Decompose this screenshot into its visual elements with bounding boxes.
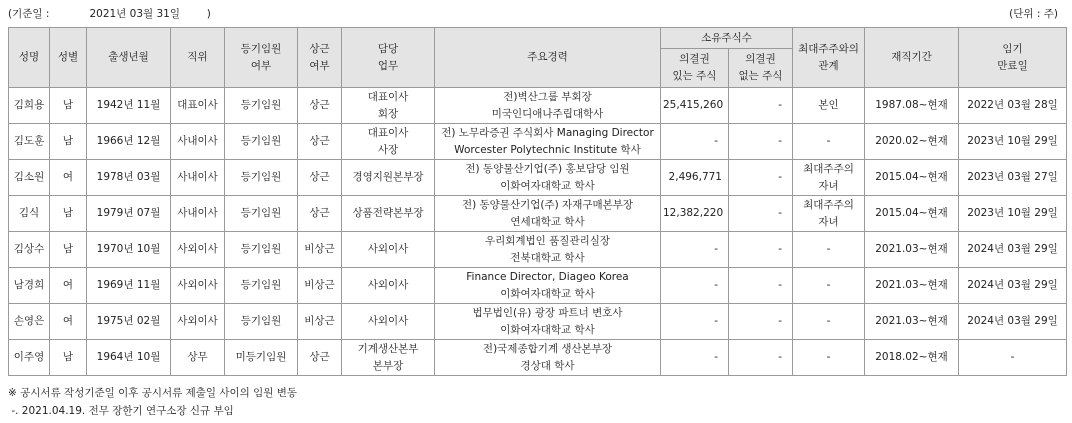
cell-birth: 1964년 10월: [87, 340, 171, 376]
table-row: [9, 196, 1067, 232]
cell-gender: 남: [50, 196, 87, 232]
col-name-header: 성명: [9, 28, 50, 88]
cell-duty: 경영지원본부장: [342, 160, 435, 196]
col-term-end-header: 임기 만료일: [959, 28, 1067, 88]
cell-voting-shares: -: [661, 268, 729, 304]
notes: [8, 384, 297, 420]
cell-career: 전) 동양물산기업(주) 자재구매본부장 연세대학교 학사: [435, 196, 661, 232]
cell-gender: 여: [50, 268, 87, 304]
base-date: (기준일 : 2021년 03월 31일 ): [8, 8, 211, 20]
cell-position: 사내이사: [171, 124, 225, 160]
cell-registered: 등기임원: [225, 268, 298, 304]
cell-relation: -: [793, 268, 865, 304]
cell-term-end: 2023년 03월 27일: [959, 160, 1067, 196]
table-row: [9, 160, 1067, 196]
cell-duty: 기계생산본부 본부장: [342, 340, 435, 376]
cell-position: 대표이사: [171, 88, 225, 124]
cell-nonvoting-shares: -: [729, 88, 793, 124]
cell-registered: 등기임원: [225, 304, 298, 340]
col-birth-header: 출생년월: [87, 28, 171, 88]
cell-relation: -: [793, 340, 865, 376]
cell-name: 이주영: [9, 340, 50, 376]
cell-birth: 1969년 11월: [87, 268, 171, 304]
cell-gender: 남: [50, 340, 87, 376]
cell-relation: -: [793, 124, 865, 160]
col-gender-header: 성별: [50, 28, 87, 88]
cell-position: 상무: [171, 340, 225, 376]
col-fulltime-header: 상근 여부: [298, 28, 342, 88]
col-tenure-header: 재직기간: [865, 28, 959, 88]
col-position-header: 직위: [171, 28, 225, 88]
table-row: [9, 304, 1067, 340]
cell-duty: 사외이사: [342, 268, 435, 304]
cell-gender: 여: [50, 160, 87, 196]
cell-tenure: 2015.04~현재: [865, 160, 959, 196]
cell-career: 우리회계법인 품질관리실장 전북대학교 학사: [435, 232, 661, 268]
cell-voting-shares: -: [661, 304, 729, 340]
cell-gender: 남: [50, 124, 87, 160]
cell-position: 사내이사: [171, 160, 225, 196]
col-registered-header: 등기임원 여부: [225, 28, 298, 88]
cell-name: 남경희: [9, 268, 50, 304]
cell-birth: 1975년 02월: [87, 304, 171, 340]
table-row: [9, 232, 1067, 268]
cell-career: Finance Director, Diageo Korea 이화여자대학교 학사: [435, 268, 661, 304]
cell-career: 전)벽산그룹 부회장 미국인디애나주립대학사: [435, 88, 661, 124]
cell-name: 김상수: [9, 232, 50, 268]
cell-name: 김도훈: [9, 124, 50, 160]
cell-fulltime: 비상근: [298, 268, 342, 304]
cell-relation: 최대주주의 자녀: [793, 196, 865, 232]
cell-birth: 1978년 03월: [87, 160, 171, 196]
cell-career: 전) 동양물산기업(주) 홍보담당 임원 이화여자대학교 학사: [435, 160, 661, 196]
cell-term-end: -: [959, 340, 1067, 376]
cell-gender: 남: [50, 88, 87, 124]
cell-term-end: 2024년 03월 29일: [959, 232, 1067, 268]
cell-duty: 상품전략본부장: [342, 196, 435, 232]
cell-position: 사외이사: [171, 268, 225, 304]
cell-career: 전) 노무라증권 주식회사 Managing Director Worcester Polytechnic Institute 학사: [435, 124, 661, 160]
cell-relation: -: [793, 304, 865, 340]
cell-voting-shares: 12,382,220: [661, 196, 729, 232]
cell-fulltime: 상근: [298, 160, 342, 196]
table-row: [9, 268, 1067, 304]
cell-duty: 대표이사 회장: [342, 88, 435, 124]
cell-term-end: 2024년 03월 29일: [959, 304, 1067, 340]
cell-name: 김식: [9, 196, 50, 232]
cell-nonvoting-shares: -: [729, 232, 793, 268]
cell-fulltime: 비상근: [298, 304, 342, 340]
cell-position: 사외이사: [171, 232, 225, 268]
col-relation-header: 최대주주와의 관계: [793, 28, 865, 88]
cell-relation: 본인: [793, 88, 865, 124]
cell-voting-shares: -: [661, 232, 729, 268]
cell-gender: 남: [50, 232, 87, 268]
table-row: [9, 124, 1067, 160]
cell-birth: 1966년 12월: [87, 124, 171, 160]
cell-tenure: 2020.02~현재: [865, 124, 959, 160]
cell-registered: 미등기임원: [225, 340, 298, 376]
cell-tenure: 2018.02~현재: [865, 340, 959, 376]
cell-birth: 1970년 10월: [87, 232, 171, 268]
cell-tenure: 2021.03~현재: [865, 304, 959, 340]
cell-voting-shares: 25,415,260: [661, 88, 729, 124]
cell-nonvoting-shares: -: [729, 160, 793, 196]
cell-relation: 최대주주의 자녀: [793, 160, 865, 196]
cell-tenure: 1987.08~현재: [865, 88, 959, 124]
cell-nonvoting-shares: -: [729, 124, 793, 160]
cell-tenure: 2021.03~현재: [865, 268, 959, 304]
cell-name: 김소원: [9, 160, 50, 196]
cell-registered: 등기임원: [225, 124, 298, 160]
cell-fulltime: 상근: [298, 340, 342, 376]
table-row: [9, 340, 1067, 376]
cell-nonvoting-shares: -: [729, 340, 793, 376]
col-career-header: 주요경력: [435, 28, 661, 88]
cell-fulltime: 상근: [298, 196, 342, 232]
cell-voting-shares: 2,496,771: [661, 160, 729, 196]
cell-duty: 사외이사: [342, 232, 435, 268]
cell-relation: -: [793, 232, 865, 268]
cell-fulltime: 상근: [298, 124, 342, 160]
cell-registered: 등기임원: [225, 88, 298, 124]
cell-fulltime: 비상근: [298, 232, 342, 268]
table-caption: [8, 6, 1058, 22]
note-line: ※ 공시서류 작성기준일 이후 공시서류 제출일 사이의 임원 변동: [8, 387, 298, 399]
cell-position: 사내이사: [171, 196, 225, 232]
col-nonvoting-header: 의결권 없는 주식: [729, 49, 793, 88]
unit-label: (단위 : 주): [1009, 8, 1058, 20]
cell-position: 사외이사: [171, 304, 225, 340]
cell-birth: 1979년 07월: [87, 196, 171, 232]
cell-term-end: 2024년 03월 29일: [959, 268, 1067, 304]
cell-tenure: 2015.04~현재: [865, 196, 959, 232]
cell-name: 손영은: [9, 304, 50, 340]
cell-name: 김희용: [9, 88, 50, 124]
cell-nonvoting-shares: -: [729, 304, 793, 340]
cell-nonvoting-shares: -: [729, 196, 793, 232]
cell-voting-shares: -: [661, 340, 729, 376]
cell-tenure: 2021.03~현재: [865, 232, 959, 268]
cell-nonvoting-shares: -: [729, 268, 793, 304]
executive-table: [8, 27, 1067, 376]
cell-duty: 대표이사 사장: [342, 124, 435, 160]
cell-voting-shares: -: [661, 124, 729, 160]
col-shares-group-header: 소유주식수: [661, 28, 793, 49]
table-row: [9, 88, 1067, 124]
cell-term-end: 2023년 10월 29일: [959, 196, 1067, 232]
col-duty-header: 담당 업무: [342, 28, 435, 88]
cell-registered: 등기임원: [225, 160, 298, 196]
cell-duty: 사외이사: [342, 304, 435, 340]
note-line: -. 2021.04.19. 전무 장한기 연구소장 신규 부임: [8, 405, 234, 417]
cell-term-end: 2023년 10월 29일: [959, 124, 1067, 160]
cell-registered: 등기임원: [225, 232, 298, 268]
col-voting-header: 의결권 있는 주식: [661, 49, 729, 88]
cell-gender: 여: [50, 304, 87, 340]
cell-birth: 1942년 11월: [87, 88, 171, 124]
cell-career: 전)국제종합기계 생산본부장 경상대 학사: [435, 340, 661, 376]
cell-term-end: 2022년 03월 28일: [959, 88, 1067, 124]
cell-career: 법무법인(유) 광장 파트너 변호사 이화여자대학교 학사: [435, 304, 661, 340]
cell-fulltime: 상근: [298, 88, 342, 124]
cell-registered: 등기임원: [225, 196, 298, 232]
